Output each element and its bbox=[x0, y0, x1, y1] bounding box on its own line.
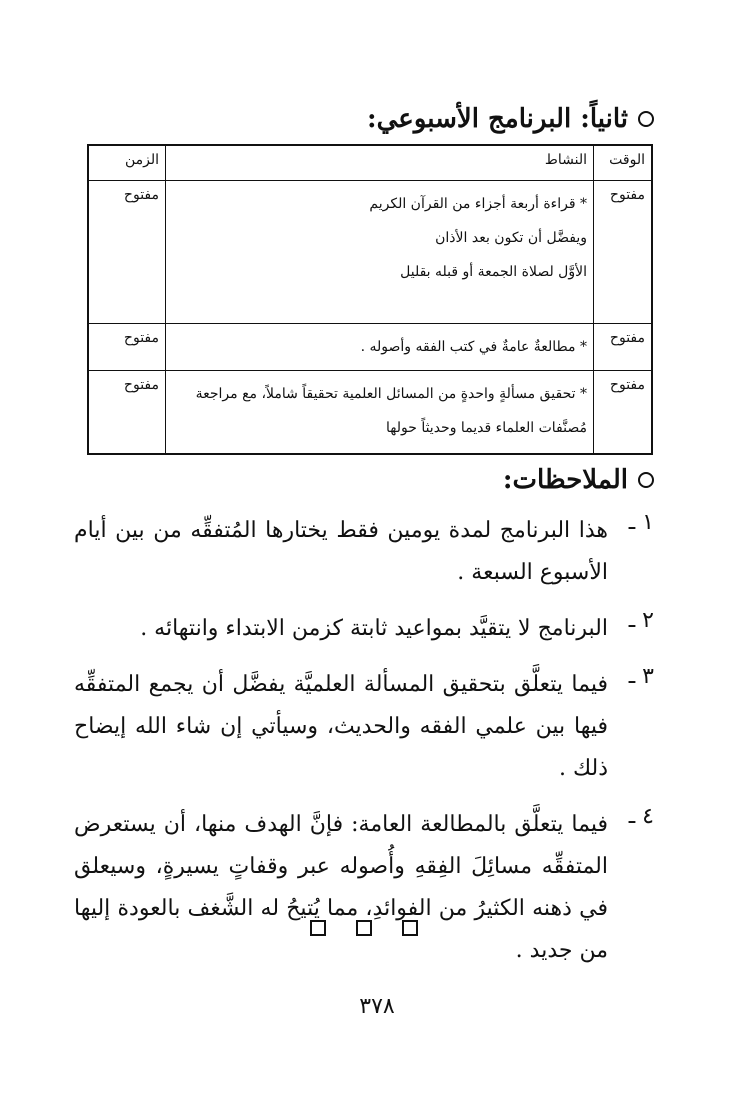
weekly-program-title: ثانياً: البرنامج الأسبوعي: bbox=[367, 104, 628, 134]
note-number: ١ ـ bbox=[628, 510, 654, 535]
note-item bbox=[74, 804, 654, 972]
activity-cell bbox=[166, 181, 594, 324]
square-ornament-icon bbox=[310, 920, 326, 936]
note-number: ٢ ـ bbox=[628, 608, 654, 633]
activity-line: * تحقيق مسألةٍ واحدةٍ من المسائل العلمية تحقيقاً شاملاً، مع مراجعة bbox=[195, 386, 587, 402]
activity-line: ويفضَّل أن تكون بعد الأذان bbox=[435, 230, 587, 246]
duration-cell: مفتوح bbox=[88, 324, 166, 371]
table-header-row bbox=[88, 145, 652, 181]
time-header: الوقت bbox=[594, 145, 653, 181]
duration-header: الزمن bbox=[88, 145, 166, 181]
note-text: فيما يتعلَّق بتحقيق المسألة العلميَّة يفضَّل أن يجمع المتفقِّه فيها بين علمي الفقه والحديث، وسيأتي إن شاء الله إيضاح ذلك . bbox=[74, 672, 609, 781]
circle-bullet-icon bbox=[638, 111, 654, 127]
activity-line: الأوَّل لصلاة الجمعة أو قبله بقليل bbox=[400, 264, 587, 280]
activity-cell bbox=[166, 324, 594, 371]
duration-cell: مفتوح bbox=[88, 181, 166, 324]
activity-line: * مطالعةٌ عامةٌ في كتب الفقه وأصوله . bbox=[360, 339, 587, 355]
activity-line: مُصنَّفات العلماء قديما وحديثاً حولها bbox=[386, 420, 587, 436]
table-row bbox=[88, 181, 652, 324]
section-divider bbox=[310, 920, 418, 936]
notes-list bbox=[74, 510, 654, 986]
table-row bbox=[88, 371, 652, 455]
note-item bbox=[74, 510, 654, 594]
note-text: هذا البرنامج لمدة يومين فقط يختارها المُتفقِّه من بين أيام الأسبوع السبعة . bbox=[74, 518, 608, 585]
duration-cell: مفتوح bbox=[88, 371, 166, 455]
note-item bbox=[74, 608, 654, 650]
table-row bbox=[88, 324, 652, 371]
weekly-program-heading bbox=[367, 104, 654, 134]
note-number: ٤ ـ bbox=[628, 804, 654, 829]
note-text: فيما يتعلَّق بالمطالعة العامة: فإنَّ الهدف منها، أن يستعرض المتفقِّه مسائِلَ الفِقهِ وأُصوله عبر وقفاتٍ يسيرةٍ، وسيعلق في ذهنه الكثيرُ من الفوائدِ، مما يُتيحُ له الشَّغف بالعودة إليها من جديد . bbox=[74, 812, 608, 963]
time-cell: مفتوح bbox=[594, 181, 653, 324]
square-ornament-icon bbox=[356, 920, 372, 936]
time-cell: مفتوح bbox=[594, 324, 653, 371]
activity-header: النشاط bbox=[166, 145, 594, 181]
note-item bbox=[74, 664, 654, 790]
page-number: ٣٧٨ bbox=[359, 994, 395, 1019]
square-ornament-icon bbox=[402, 920, 418, 936]
notes-heading bbox=[503, 465, 654, 495]
time-cell: مفتوح bbox=[594, 371, 653, 455]
activity-line: * قراءة أربعة أجزاء من القرآن الكريم bbox=[369, 196, 587, 212]
activity-cell bbox=[166, 371, 594, 455]
note-text: البرنامج لا يتقيَّد بمواعيد ثابتة كزمن الابتداء وانتهائه . bbox=[140, 616, 608, 641]
notes-title: الملاحظات: bbox=[502, 465, 628, 495]
circle-bullet-icon bbox=[638, 472, 654, 488]
weekly-program-table bbox=[87, 144, 653, 455]
note-number: ٣ ـ bbox=[628, 664, 654, 689]
